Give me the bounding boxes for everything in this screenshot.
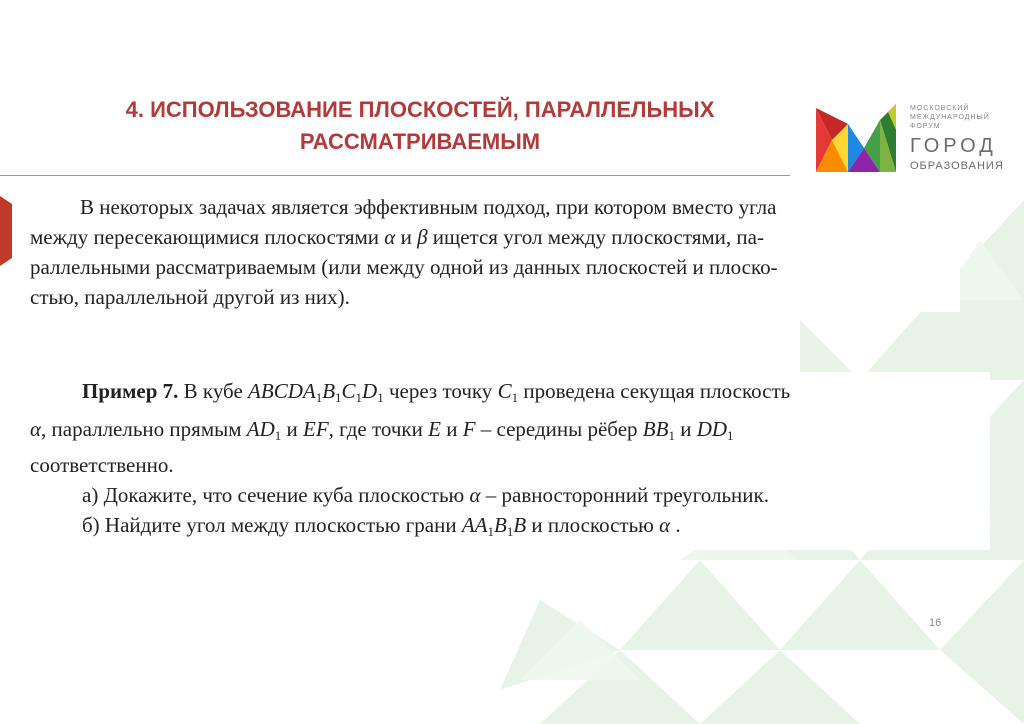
face-aa1b1b: $AA_1B_1B$ [461,513,527,539]
point-e: E [428,417,441,441]
example-part-b: б) Найдите угол между плоскостью грани $AA_1B_1B$ и плоскостью α . [82,513,681,539]
intro-line-3: раллельными рассматриваемым (или между одной из данных плоскостей и плоско- [30,255,778,279]
intro-line-4: стью, параллельной другой из них). [30,285,350,309]
example-part-a: а) Докажите, что сечение куба плоскостью α – равносторонний треугольник. [82,483,769,507]
title-divider [0,175,790,176]
edge-dd1: $DD_1$ [696,417,734,443]
page-number: 16 [929,617,942,629]
example-line-2: α, параллельно прямым $AD_1$ и EF, где точки E и F – середины рёбер $BB_1$ и $DD_1$ [30,417,734,443]
line-ef: EF [303,417,329,441]
example-label: Пример 7. [82,379,179,403]
cube-name: $ABCDA_1B_1C_1D_1$ [248,379,384,405]
logo-forum-caption: МОСКОВСКИЙ МЕЖДУНАРОДНЫЙ ФОРУМ [910,105,990,130]
line-ad1: $AD_1$ [246,417,282,443]
slide-title-line-2: РАССМАТРИВАЕМЫМ [299,129,541,154]
edge-bb1: $BB_1$ [642,417,675,443]
logo-city-word: ГОРОД [910,135,997,157]
intro-line-2: между пересекающимися плоскостями α и β ищется угол между плоскостями, па- [30,225,764,249]
logo-education-word: ОБРАЗОВАНИЯ [910,160,1004,172]
example-line-1: Пример 7. В кубе $ABCDA_1B_1C_1D_1$ через точку $C_1$ проведена секущая плоскость [82,379,791,405]
example-line-3: соответственно. [30,453,174,477]
point-c1: $C_1$ [497,379,519,405]
beta-symbol: β [417,225,428,249]
slide-title-line-1: 4. ИСПОЛЬЗОВАНИЕ ПЛОСКОСТЕЙ, ПАРАЛЛЕЛЬНЫХ [125,97,715,122]
intro-line-1: В некоторых задачах является эффективным подход, при котором вместо угла [80,195,777,219]
slide-title [40,94,800,158]
example-block [22,372,990,550]
left-accent-tab [0,196,12,266]
intro-paragraph [30,192,960,312]
alpha-symbol: α [384,225,396,249]
point-f: F [462,417,476,441]
